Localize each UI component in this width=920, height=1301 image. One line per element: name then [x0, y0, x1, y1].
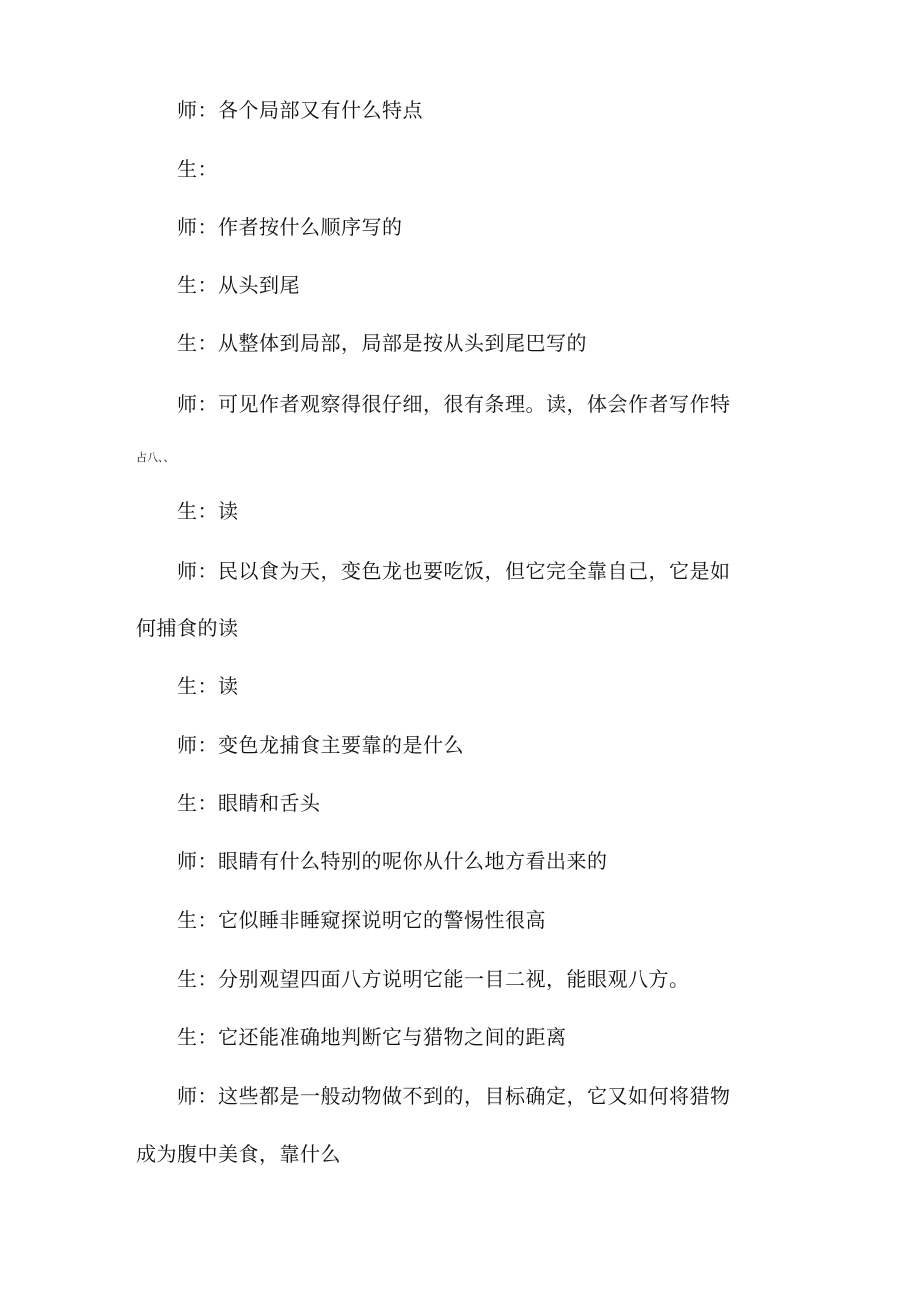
dialogue-line: 师：变色龙捕食主要靠的是什么 [177, 733, 464, 757]
dialogue-continuation: 何捕食的读 [136, 616, 239, 640]
dialogue-line: 师：可见作者观察得很仔细，很有条理。读，体会作者写作特 [177, 392, 731, 416]
dialogue-line: 师：各个局部又有什么特点 [177, 98, 423, 122]
dialogue-line: 生：分别观望四面八方说明它能一目二视，能眼观八方。 [177, 967, 690, 991]
dialogue-line: 师：这些都是一般动物做不到的，目标确定，它又如何将猎物 [177, 1084, 731, 1108]
dialogue-line: 生：从头到尾 [177, 273, 300, 297]
dialogue-line: 生：读 [177, 499, 239, 523]
dialogue-line: 生：眼睛和舌头 [177, 791, 321, 815]
dialogue-line: 生：它似睡非睡窥探说明它的警惕性很高 [177, 908, 546, 932]
dialogue-continuation: 占八、、 [136, 451, 175, 464]
dialogue-line: 生：它还能准确地判断它与猎物之间的距离 [177, 1025, 567, 1049]
dialogue-continuation: 成为腹中美食，靠什么 [136, 1142, 341, 1166]
dialogue-line: 师：民以食为天，变色龙也要吃饭，但它完全靠自己，它是如 [177, 559, 731, 583]
dialogue-line: 师：作者按什么顺序写的 [177, 215, 403, 239]
dialogue-line: 生：从整体到局部，局部是按从头到尾巴写的 [177, 331, 587, 355]
dialogue-line: 生： [177, 157, 218, 181]
dialogue-line: 生：读 [177, 674, 239, 698]
dialogue-line: 师：眼睛有什么特别的呢你从什么地方看出来的 [177, 849, 608, 873]
